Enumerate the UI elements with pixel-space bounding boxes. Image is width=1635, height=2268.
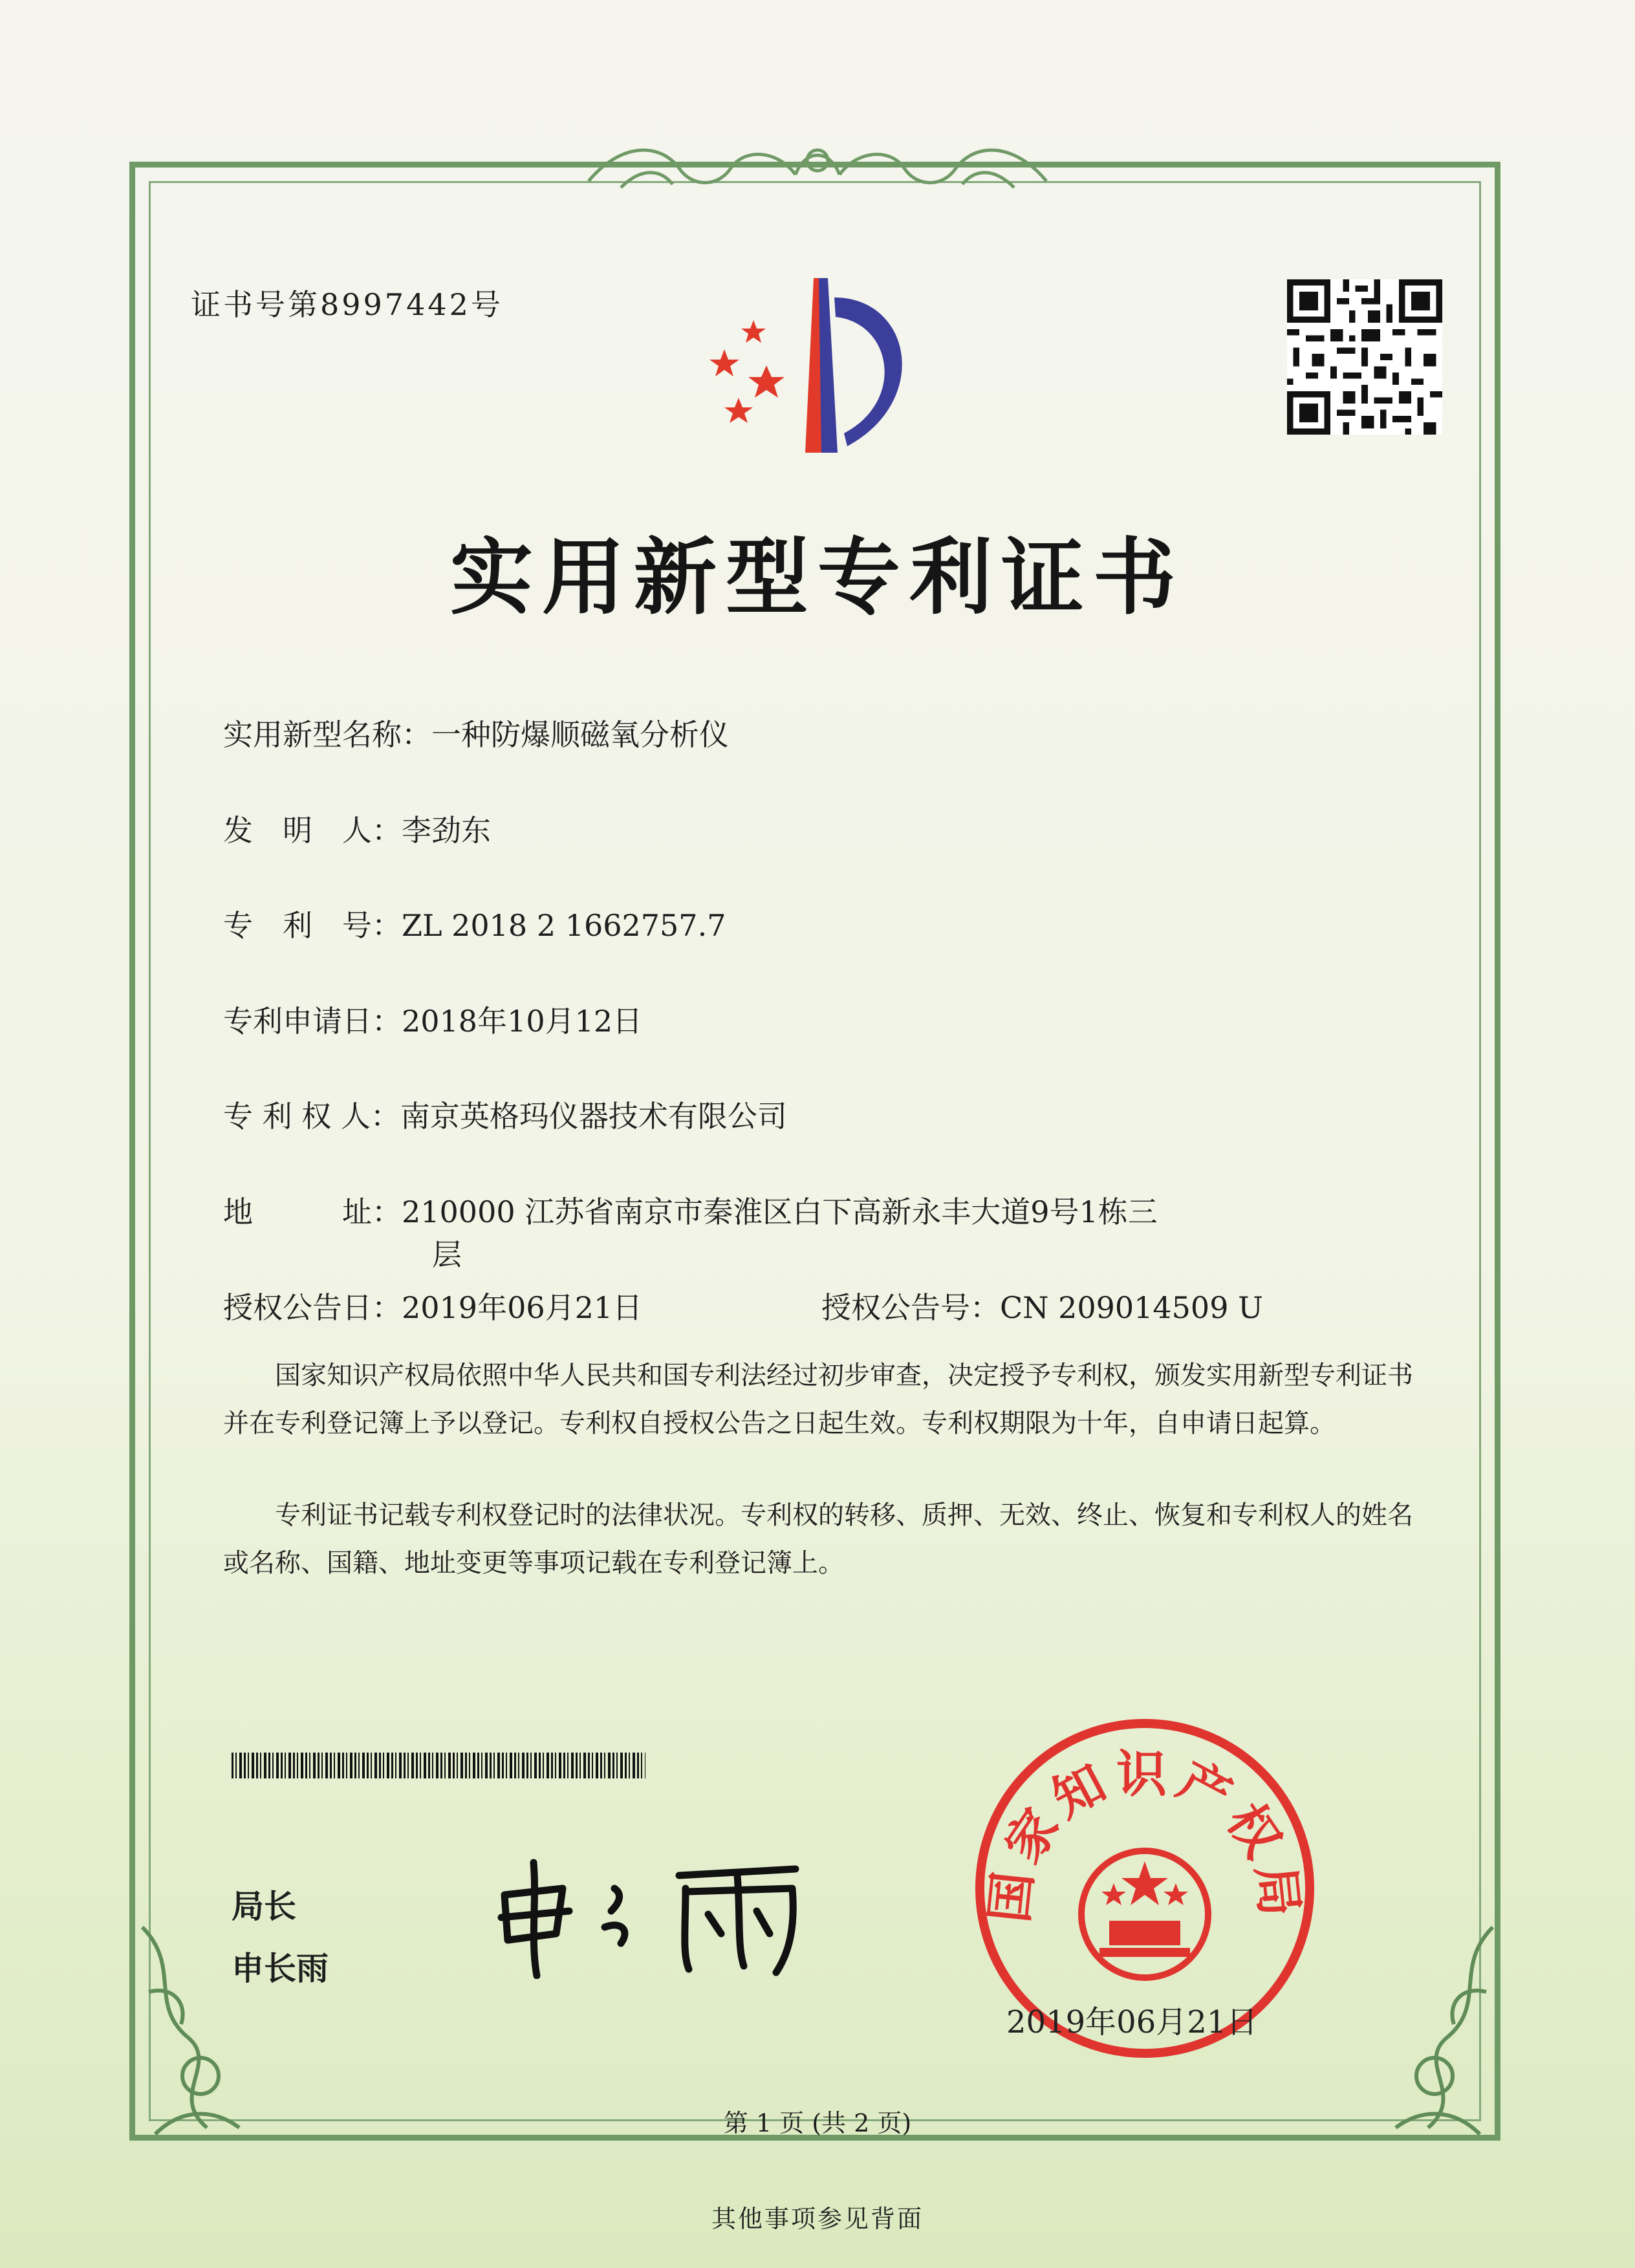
logo-p-curve: [834, 297, 902, 446]
logo-star-2: [741, 320, 766, 343]
director-name: 申长雨: [232, 1949, 329, 1987]
patent-number-row: [223, 902, 726, 945]
patent-number-label: 专 利 号：: [223, 908, 402, 943]
grant-date-value: 2019年06月21日: [402, 1290, 643, 1325]
patent-number-value: ZL 2018 2 1662757.7: [402, 908, 726, 943]
logo-star-3: [748, 365, 785, 398]
body-paragraph-1: 国家知识产权局依照中华人民共和国专利法经过初步审查，决定授予专利权，颁发实用新型专利证书并在专利登记簿上予以登记。专利权自授权公告之日起生效。专利权期限为十年，自申请日起算。: [223, 1361, 1413, 1438]
certificate-number: 证书号第8997442号: [191, 287, 503, 322]
back-note: 其他事项参见背面: [711, 2205, 924, 2233]
address-value-line1: 210000 江苏省南京市秦淮区白下高新永丰大道9号1栋三: [402, 1194, 1158, 1229]
logo-star-1: [709, 349, 739, 376]
address-row: [223, 1189, 1158, 1231]
utility-model-name-value: 一种防爆顺磁氧分析仪: [431, 717, 729, 752]
patentee-row: [223, 1093, 787, 1136]
inventor-label: 发 明 人：: [223, 813, 402, 848]
patentee-value: 南京英格玛仪器技术有限公司: [400, 1099, 787, 1134]
grant-number-label: 授权公告号：: [821, 1290, 1000, 1325]
seal-date: 2019年06月21日: [1006, 2004, 1258, 2040]
top-ornament: [582, 129, 1053, 200]
page-number: 第 1 页 (共 2 页): [723, 2109, 912, 2137]
inventor-row: [223, 807, 491, 850]
grant-date-row: [223, 1284, 642, 1327]
inventor-value: 李劲东: [402, 813, 491, 848]
cnipa-logo: [698, 272, 944, 466]
handwritten-signature: [492, 1850, 828, 1979]
address-label: 地 址：: [223, 1194, 402, 1229]
filing-date-value: 2018年10月12日: [402, 1004, 643, 1039]
body-paragraph-2: 专利证书记载专利权登记时的法律状况。专利权的转移、质押、无效、终止、恢复和专利权人的姓名或名称、国籍、地址变更等事项记载在专利登记簿上。: [223, 1500, 1413, 1578]
director-block: [232, 1875, 329, 2000]
utility-model-name-label: 实用新型名称：: [223, 717, 431, 752]
patentee-label: 专 利 权 人：: [223, 1099, 400, 1134]
qr-code[interactable]: [1287, 279, 1442, 435]
filing-date-label: 专利申请日：: [223, 1004, 402, 1039]
director-title: 局长: [232, 1887, 296, 1925]
utility-model-name-row: [223, 711, 729, 754]
grant-date-label: 授权公告日：: [223, 1290, 402, 1325]
logo-blue-pillar: [819, 278, 838, 453]
filing-date-row: [223, 998, 642, 1041]
grant-number-value: CN 209014509 U: [1000, 1290, 1263, 1325]
grant-number-row: [821, 1284, 1263, 1327]
address-value-line2: 层: [432, 1237, 462, 1272]
logo-star-4: [724, 398, 753, 423]
certificate-title: 实用新型专利证书: [449, 529, 1185, 626]
barcode: [232, 1753, 645, 1778]
svg-text:国家知识产权局: 国家知识产权局: [980, 1745, 1310, 1926]
